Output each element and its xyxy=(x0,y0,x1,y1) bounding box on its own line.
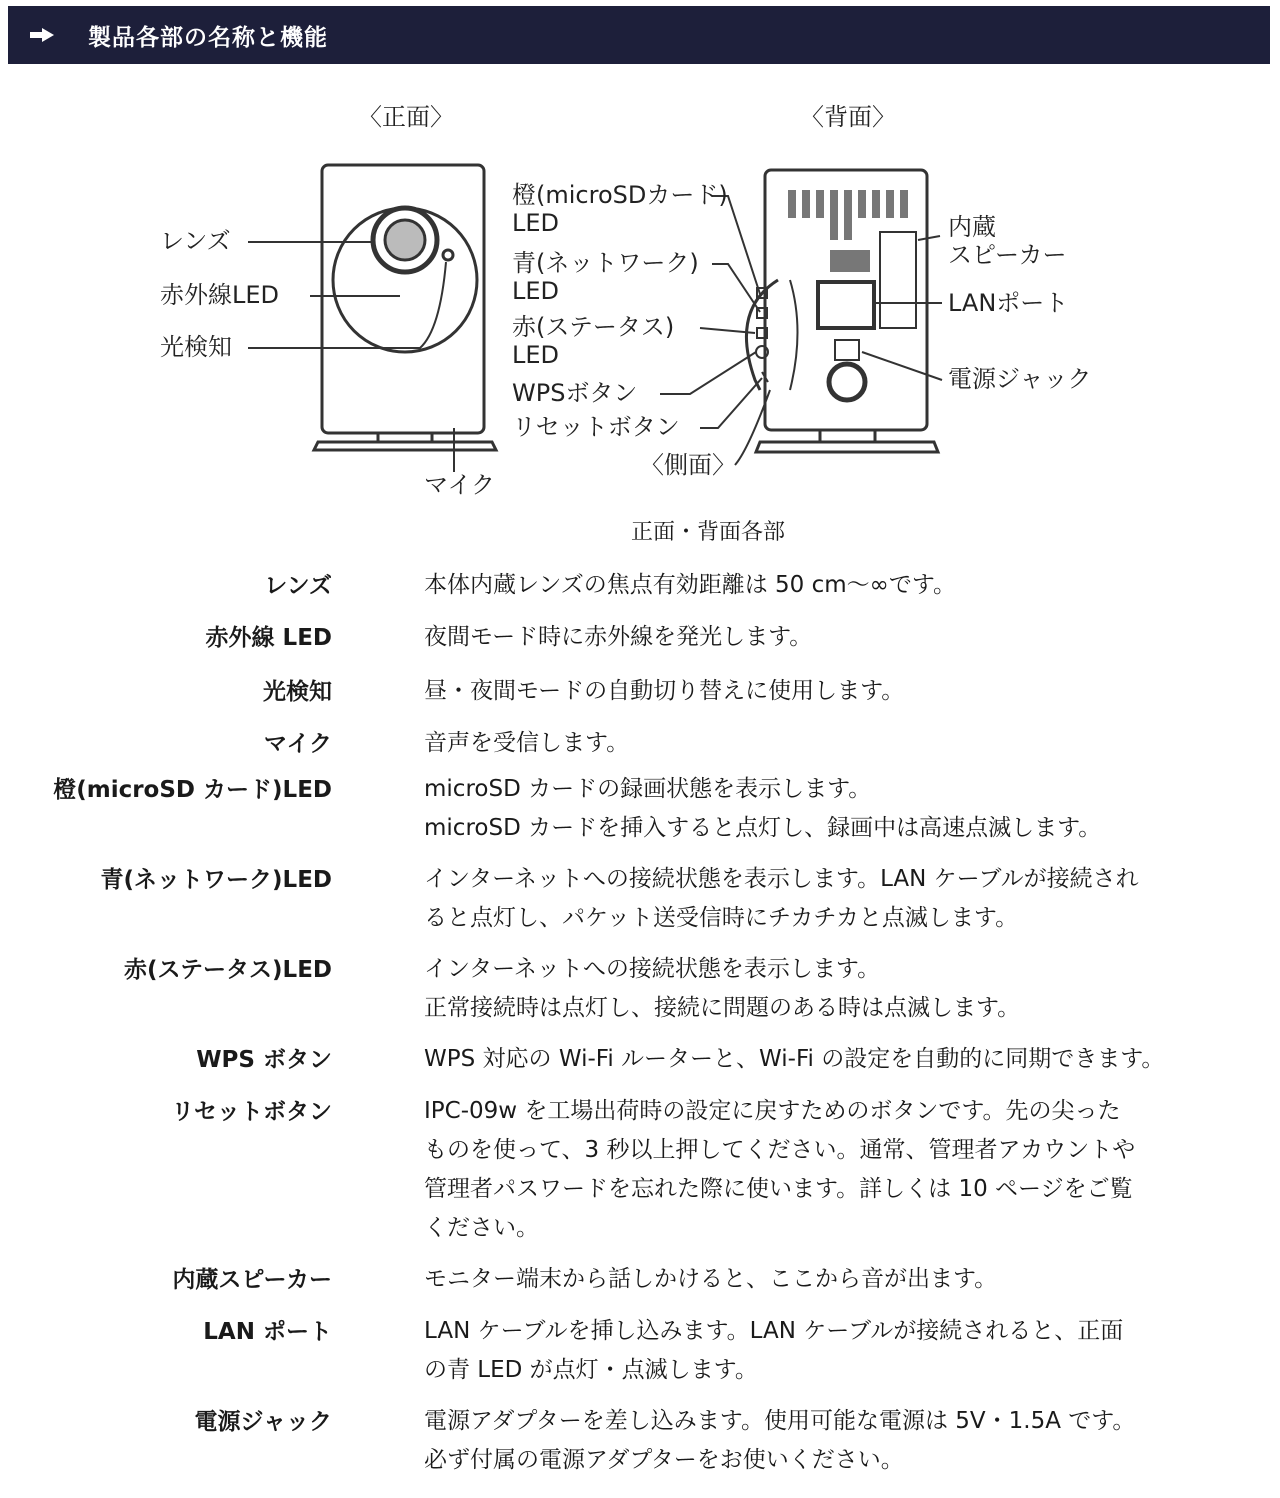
table-row xyxy=(0,1312,1280,1390)
part-description xyxy=(424,1040,1274,1080)
part-name: LAN ポート xyxy=(203,1319,332,1345)
description-line: ると点灯し、パケット送受信時にチカチカと点滅します。 xyxy=(424,905,1019,931)
front-view-label: 〈正面〉 xyxy=(358,103,454,131)
table-row xyxy=(0,860,1280,938)
parts-table xyxy=(0,566,1280,1480)
part-name: 内蔵スピーカー xyxy=(172,1267,332,1293)
description-line: 必ず付属の電源アダプターをお使いください。 xyxy=(424,1447,904,1473)
part-description xyxy=(424,1260,1274,1300)
description-line: 正常接続時は点灯し、接続に問題のある時は点滅します。 xyxy=(424,995,1021,1021)
callout-lan-port: LANポート xyxy=(948,289,1069,317)
description-line: 本体内蔵レンズの焦点有効距離は 50 cm〜∞です。 xyxy=(424,572,956,598)
callout-blue-led: 青(ネットワーク) LED xyxy=(512,249,699,305)
description-line: インターネットへの接続状態を表示します。LAN ケーブルが接続され xyxy=(424,866,1139,892)
callout-lens: レンズ xyxy=(160,227,231,255)
callout-mic: マイク xyxy=(424,471,496,499)
table-row xyxy=(0,618,1280,658)
side-view-label: 〈側面〉 xyxy=(640,451,736,479)
part-description xyxy=(424,1092,1274,1248)
callout-reset-button: リセットボタン xyxy=(512,413,680,441)
part-name: レンズ xyxy=(264,573,332,599)
part-description xyxy=(424,618,1274,658)
table-row xyxy=(0,950,1280,1028)
description-line: ものを使って、3 秒以上押してください。通常、管理者アカウントや xyxy=(424,1137,1136,1163)
camera-diagram xyxy=(0,90,1280,560)
part-name: WPS ボタン xyxy=(196,1047,332,1073)
callout-ir-led: 赤外線LED xyxy=(160,281,280,309)
description-line: インターネットへの接続状態を表示します。 xyxy=(424,956,881,982)
section-header xyxy=(8,6,1270,64)
description-line: microSD カードを挿入すると点灯し、録画中は高速点滅します。 xyxy=(424,815,1102,841)
description-line: WPS 対応の Wi-Fi ルーターと、Wi-Fi の設定を自動的に同期できます。 xyxy=(424,1046,1165,1072)
table-row xyxy=(0,724,1280,764)
part-description xyxy=(424,724,1274,764)
part-description xyxy=(424,672,1274,712)
callout-orange-led: 橙(microSDカード) LED xyxy=(512,181,728,237)
part-name: 光検知 xyxy=(263,679,332,705)
part-description xyxy=(424,950,1274,1028)
part-name: 橙(microSD カード)LED xyxy=(53,777,332,803)
part-name: マイク xyxy=(263,731,332,757)
table-row xyxy=(0,1402,1280,1480)
part-description xyxy=(424,1402,1274,1480)
callout-speaker: 内蔵 スピーカー xyxy=(948,213,1067,269)
description-line: 夜間モード時に赤外線を発光します。 xyxy=(424,624,813,650)
table-row xyxy=(0,1092,1280,1248)
part-name: 赤外線 LED xyxy=(205,625,332,651)
part-description xyxy=(424,770,1274,848)
part-description xyxy=(424,860,1274,938)
part-name: リセットボタン xyxy=(171,1099,332,1125)
callout-red-led: 赤(ステータス) LED xyxy=(512,313,675,369)
description-line: microSD カードの録画状態を表示します。 xyxy=(424,776,872,802)
table-row xyxy=(0,672,1280,712)
description-line: 音声を受信します。 xyxy=(424,730,630,756)
description-line: 昼・夜間モードの自動切り替えに使用します。 xyxy=(424,678,905,704)
back-view-label: 〈背面〉 xyxy=(800,103,896,131)
part-description xyxy=(424,566,1274,606)
description-line: ください。 xyxy=(424,1215,539,1241)
part-name: 赤(ステータス)LED xyxy=(123,957,332,983)
part-description xyxy=(424,1312,1274,1390)
part-name: 青(ネットワーク)LED xyxy=(100,867,332,893)
callout-wps-button: WPSボタン xyxy=(512,379,638,407)
section-title: 製品各部の名称と機能 xyxy=(88,24,328,51)
diagram-caption: 正面・背面各部 xyxy=(630,520,785,545)
description-line: の青 LED が点灯・点滅します。 xyxy=(424,1357,758,1383)
description-line: モニター端末から話しかけると、ここから音が出ます。 xyxy=(424,1266,998,1292)
description-line: 電源アダプターを差し込みます。使用可能な電源は 5V・1.5A です。 xyxy=(424,1408,1136,1434)
part-name: 電源ジャック xyxy=(194,1409,332,1435)
description-line: LAN ケーブルを挿し込みます。LAN ケーブルが接続されると、正面 xyxy=(424,1318,1124,1344)
table-row xyxy=(0,770,1280,848)
description-line: 管理者パスワードを忘れた際に使います。詳しくは 10 ページをご覧 xyxy=(424,1176,1133,1202)
table-row xyxy=(0,566,1280,606)
callout-light-sensor: 光検知 xyxy=(160,333,232,361)
arrow-right-icon xyxy=(30,28,60,42)
table-row xyxy=(0,1260,1280,1300)
callout-power-jack: 電源ジャック xyxy=(948,365,1092,393)
table-row xyxy=(0,1040,1280,1080)
description-line: IPC-09w を工場出荷時の設定に戻すためのボタンです。先の尖った xyxy=(424,1098,1121,1124)
